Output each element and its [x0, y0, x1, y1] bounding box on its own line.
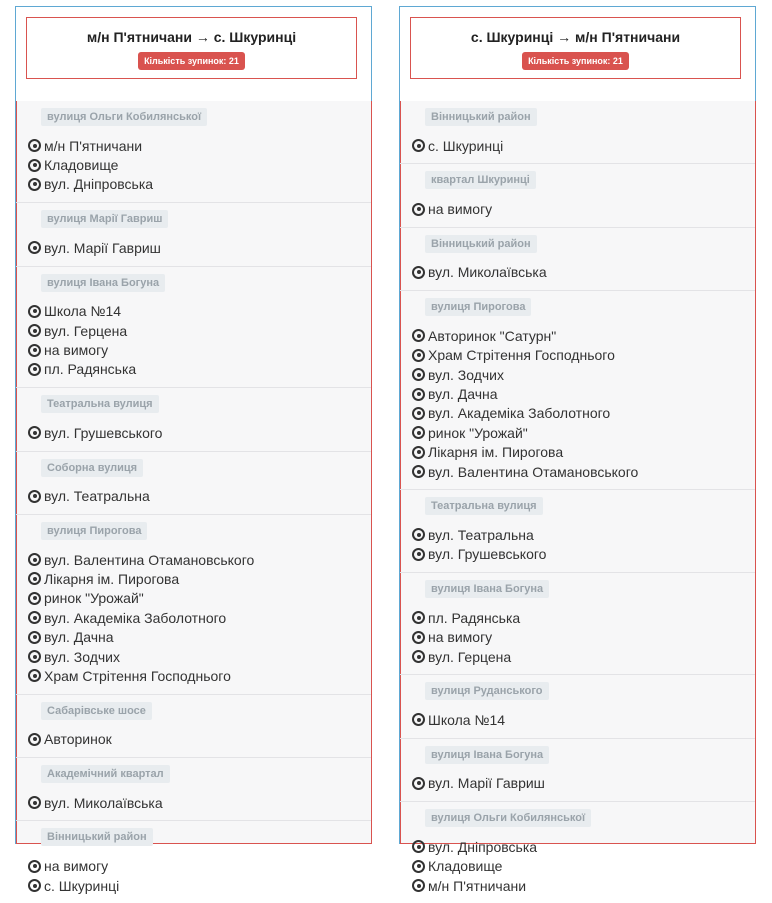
street-group: [16, 694, 371, 757]
stop-item: [412, 443, 755, 462]
stop-name: м/н П'ятничани: [428, 877, 527, 894]
stop-item: [28, 569, 371, 588]
dot-circle-icon: [412, 777, 425, 790]
stop-item: [28, 302, 371, 321]
stop-name: вул. Академіка Заболотного: [44, 609, 227, 626]
dot-circle-icon: [412, 465, 425, 478]
stop-item: [412, 462, 755, 481]
street-label: Сабарівське шосе: [41, 702, 152, 720]
stop-name: вул. Дніпровська: [44, 176, 154, 193]
street-label: Соборна вулиця: [41, 459, 143, 477]
stop-item: [412, 525, 755, 544]
dot-circle-icon: [28, 159, 41, 172]
street-group: [400, 489, 755, 572]
dot-circle-icon: [28, 363, 41, 376]
stop-item: [412, 774, 755, 793]
dot-circle-icon: [412, 203, 425, 216]
stop-list: [16, 856, 371, 895]
stop-name: Авторинок: [44, 731, 112, 748]
stop-list: [16, 550, 371, 686]
street-label: вулиця Ольги Кобилянської: [41, 108, 207, 126]
dot-circle-icon: [28, 572, 41, 585]
stop-name: вул. Театральна: [428, 526, 534, 543]
stop-name: вул. Академіка Заболотного: [428, 405, 611, 422]
stop-name: пл. Радянська: [44, 361, 137, 378]
stop-name: вул. Герцена: [44, 322, 128, 339]
dot-circle-icon: [412, 139, 425, 152]
stop-name: Храм Стрітення Господнього: [428, 347, 615, 364]
dot-circle-icon: [28, 592, 41, 605]
stop-item: [28, 360, 371, 379]
dot-circle-icon: [28, 241, 41, 254]
dot-circle-icon: [412, 650, 425, 663]
dot-circle-icon: [28, 879, 41, 892]
stop-item: [412, 263, 755, 282]
dot-circle-icon: [412, 879, 425, 892]
street-groups: [400, 101, 755, 903]
stop-name: ринок "Урожай": [44, 590, 144, 607]
route-panel-forward: [15, 6, 372, 894]
route-title: с. Шкуринці → м/н П'ятничани: [470, 29, 681, 45]
stop-item: [412, 710, 755, 729]
street-label: Вінницький район: [425, 235, 537, 253]
street-label: вулиця Марії Гавриш: [41, 210, 168, 228]
stop-name: вул. Валентина Отамановського: [44, 551, 255, 568]
stop-name: м/н П'ятничани: [44, 137, 143, 154]
stop-name: вул. Марії Гавриш: [428, 775, 545, 792]
street-label: квартал Шкуринці: [425, 171, 536, 189]
dot-circle-icon: [412, 266, 425, 279]
dot-circle-icon: [28, 631, 41, 644]
stop-name: пл. Радянська: [428, 609, 521, 626]
stop-item: [412, 647, 755, 666]
street-group: [400, 101, 755, 163]
stop-list: [16, 730, 371, 749]
dot-circle-icon: [412, 860, 425, 873]
dot-circle-icon: [28, 650, 41, 663]
stop-name: Школа №14: [428, 711, 506, 728]
stop-item: [28, 175, 371, 194]
stop-name: вул. Дніпровська: [428, 838, 538, 855]
stop-name: Авторинок "Сатурн": [428, 327, 557, 344]
dot-circle-icon: [412, 407, 425, 420]
stop-item: [412, 404, 755, 423]
street-label: вулиця Івана Богуна: [41, 274, 165, 292]
stop-item: [412, 384, 755, 403]
stop-item: [412, 608, 755, 627]
street-group: [16, 820, 371, 903]
street-group: [16, 451, 371, 514]
street-group: [16, 387, 371, 450]
dot-circle-icon: [28, 178, 41, 191]
stop-item: [28, 589, 371, 608]
stop-item: [28, 487, 371, 506]
dot-circle-icon: [28, 426, 41, 439]
street-label: Театральна вулиця: [41, 395, 159, 413]
street-group: [16, 266, 371, 388]
stop-list: [400, 710, 755, 729]
stop-list: [400, 263, 755, 282]
dot-circle-icon: [412, 329, 425, 342]
stop-name: вул. Зодчих: [44, 648, 120, 665]
stop-name: на вимогу: [428, 201, 493, 218]
stop-list: [400, 136, 755, 155]
stop-name: вул. Театральна: [44, 488, 150, 505]
street-group: [16, 202, 371, 265]
street-label: вулиця Ольги Кобилянської: [425, 809, 591, 827]
street-group: [400, 801, 755, 903]
stop-name: вул. Герцена: [428, 648, 512, 665]
street-label: Академічний квартал: [41, 765, 170, 783]
street-label: вулиця Руданського: [425, 682, 549, 700]
stop-item: [412, 627, 755, 646]
stop-list: [400, 608, 755, 666]
street-label: вулиця Пирогова: [425, 298, 531, 316]
dot-circle-icon: [28, 553, 41, 566]
stop-item: [28, 730, 371, 749]
stop-name: Лікарня ім. Пирогова: [44, 570, 180, 587]
stop-item: [28, 238, 371, 257]
stop-item: [412, 545, 755, 564]
stop-name: на вимогу: [428, 629, 493, 646]
stop-item: [28, 340, 371, 359]
stop-item: [28, 550, 371, 569]
stop-list: [400, 326, 755, 481]
stop-list: [16, 238, 371, 257]
route-title: м/н П'ятничани → с. Шкуринці: [86, 29, 297, 45]
dot-circle-icon: [412, 611, 425, 624]
stop-name: с. Шкуринці: [44, 877, 120, 894]
stop-item: [412, 856, 755, 875]
stop-item: [28, 608, 371, 627]
dot-circle-icon: [28, 324, 41, 337]
stop-list: [16, 793, 371, 812]
dot-circle-icon: [28, 305, 41, 318]
street-group: [400, 163, 755, 226]
dot-circle-icon: [28, 611, 41, 624]
dot-circle-icon: [28, 490, 41, 503]
stop-name: ринок "Урожай": [428, 424, 528, 441]
street-group: [400, 290, 755, 489]
street-label: Вінницький район: [425, 108, 537, 126]
stop-name: Школа №14: [44, 303, 122, 320]
stop-item: [28, 321, 371, 340]
stop-item: [28, 856, 371, 875]
stop-item: [412, 136, 755, 155]
stop-item: [412, 423, 755, 442]
stop-name: Кладовище: [428, 858, 503, 875]
stop-name: вул. Грушевського: [428, 546, 547, 563]
dot-circle-icon: [28, 669, 41, 682]
stop-item: [28, 647, 371, 666]
stop-item: [28, 793, 371, 812]
stop-item: [28, 666, 371, 685]
stop-item: [412, 199, 755, 218]
street-group: [16, 101, 371, 202]
stop-name: вул. Дачна: [428, 386, 498, 403]
route-header: [410, 17, 741, 79]
street-groups: [16, 101, 371, 903]
street-label: вулиця Пирогова: [41, 522, 147, 540]
stop-list: [16, 423, 371, 442]
dot-circle-icon: [412, 426, 425, 439]
stop-list: [400, 837, 755, 895]
stop-item: [28, 136, 371, 155]
dot-circle-icon: [412, 388, 425, 401]
street-label: вулиця Івана Богуна: [425, 580, 549, 598]
stop-list: [16, 487, 371, 506]
street-group: [400, 572, 755, 674]
stop-item: [412, 346, 755, 365]
stop-list: [16, 302, 371, 380]
stop-name: Лікарня ім. Пирогова: [428, 444, 564, 461]
stop-item: [28, 155, 371, 174]
stop-item: [28, 876, 371, 895]
stop-name: на вимогу: [44, 342, 109, 359]
stop-name: вул. Марії Гавриш: [44, 239, 161, 256]
dot-circle-icon: [28, 796, 41, 809]
stop-list: [400, 525, 755, 564]
dot-circle-icon: [412, 368, 425, 381]
street-group: [16, 757, 371, 820]
route-panel-return: [399, 6, 756, 894]
stop-name: вул. Зодчих: [428, 366, 504, 383]
dot-circle-icon: [28, 733, 41, 746]
dot-circle-icon: [28, 139, 41, 152]
dot-circle-icon: [412, 446, 425, 459]
dot-circle-icon: [412, 713, 425, 726]
stops-count-badge: Кількість зупинок: 21: [138, 52, 245, 70]
stop-name: вул. Миколаївська: [44, 794, 163, 811]
street-label: вулиця Івана Богуна: [425, 746, 549, 764]
street-group: [400, 227, 755, 290]
stop-name: на вимогу: [44, 858, 109, 875]
dot-circle-icon: [412, 631, 425, 644]
street-group: [400, 738, 755, 801]
street-label: Театральна вулиця: [425, 497, 543, 515]
stop-item: [412, 365, 755, 384]
dot-circle-icon: [412, 548, 425, 561]
route-header: [26, 17, 357, 79]
street-group: [16, 514, 371, 694]
stop-item: [412, 876, 755, 895]
dot-circle-icon: [28, 860, 41, 873]
stop-item: [412, 326, 755, 345]
stop-list: [400, 774, 755, 793]
stop-name: с. Шкуринці: [428, 137, 504, 154]
stops-count-badge: Кількість зупинок: 21: [522, 52, 629, 70]
stop-name: вул. Валентина Отамановського: [428, 463, 639, 480]
stop-name: вул. Грушевського: [44, 424, 163, 441]
street-label: Вінницький район: [41, 828, 153, 846]
street-group: [400, 674, 755, 737]
stop-list: [400, 199, 755, 218]
dot-circle-icon: [412, 528, 425, 541]
stop-name: вул. Миколаївська: [428, 264, 547, 281]
stop-name: вул. Дачна: [44, 629, 114, 646]
stop-item: [28, 627, 371, 646]
dot-circle-icon: [28, 344, 41, 357]
stop-list: [16, 136, 371, 194]
stop-item: [28, 423, 371, 442]
stop-name: Кладовище: [44, 157, 119, 174]
stop-name: Храм Стрітення Господнього: [44, 667, 231, 684]
dot-circle-icon: [412, 349, 425, 362]
